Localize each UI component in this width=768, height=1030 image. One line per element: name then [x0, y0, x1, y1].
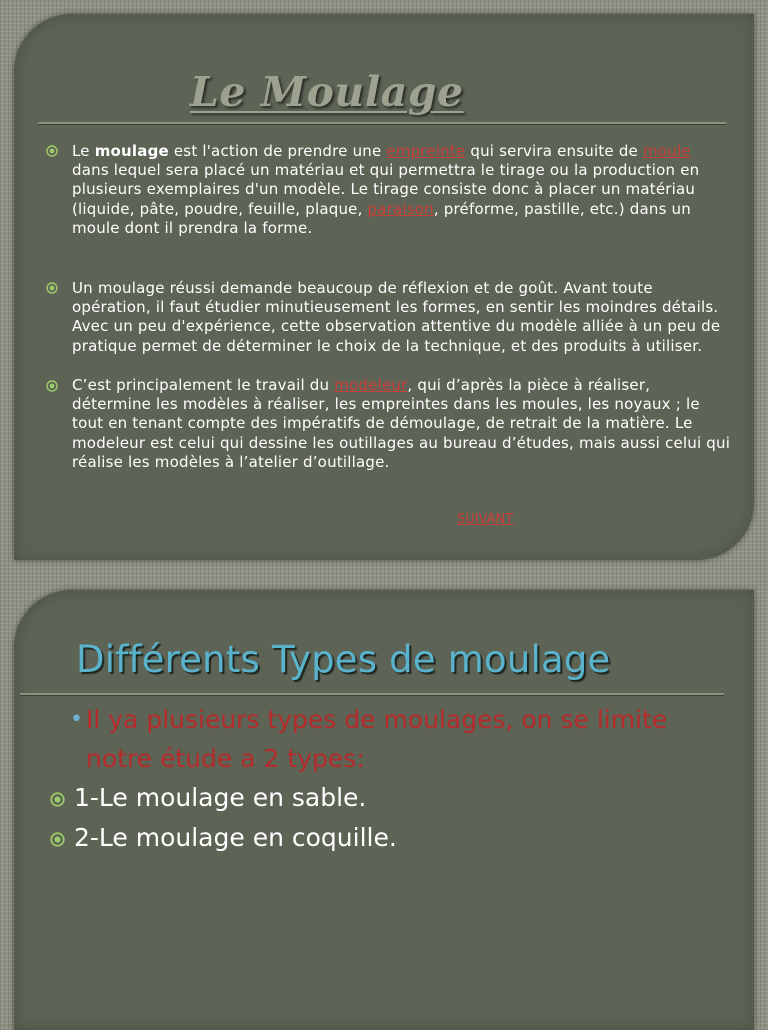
suivant-link[interactable]: SUIVANT: [457, 512, 514, 527]
circle-bullet-icon: [46, 380, 58, 392]
circle-bullet-icon: [50, 792, 65, 807]
circle-bullet-icon: [46, 282, 58, 294]
text: qui servira ensuite de: [465, 142, 643, 160]
text: est l'action de prendre une: [168, 142, 387, 160]
title-divider: [20, 693, 724, 696]
circle-bullet-icon: [50, 832, 65, 847]
text: Le: [72, 142, 95, 160]
bold-term: moulage: [94, 142, 169, 160]
list-item-sable: 1-Le moulage en sable.: [74, 783, 367, 812]
text: dans lequel sera placé un matériau et qui permettra le tirage ou la production en plusieurs exemplaires d'un modèle. Le tirage consiste donc à placer un matériau (liquide, pâte, poudre, feuille, plaque,: [72, 161, 700, 218]
paragraph-modeleur: [72, 376, 732, 472]
link-moule[interactable]: moule: [642, 142, 691, 160]
circle-bullet-icon: [46, 145, 58, 157]
text: , qui d’après la pièce à réaliser, détermine les modèles à réaliser, les empreintes dans les moules, les noyaux ; le tout en tenant compte des impératifs de démoulage, de retrait de la matière. Le modeleur est celui qui dessine les outillages au bureau d’études, mais aussi celui qui réalise les modèles à l’atelier d’outillage.: [72, 376, 731, 471]
slide-types-de-moulage: [14, 590, 754, 1030]
dot-bullet-icon: •: [70, 707, 83, 732]
intro-label: Il ya plusieurs types de moulages, on se limite notre étude a 2 types:: [86, 705, 668, 773]
slide-title: Le Moulage: [190, 68, 464, 116]
list-item-coquille: 2-Le moulage en coquille.: [74, 823, 397, 852]
paragraph-reflexion: Un moulage réussi demande beaucoup de réflexion et de goût. Avant toute opération, il faut étudier minutieusement les formes, en sentir les moindres détails. Avec un peu d'expérience, cette observation attentive du modèle alliée à un peu de pratique permet de déterminer le choix de la technique, et des produits à utiliser.: [72, 279, 721, 355]
intro-text: [70, 700, 726, 778]
link-modeleur[interactable]: modeleur: [334, 376, 408, 394]
slide-title: Différents Types de moulage: [76, 638, 611, 681]
paragraph-definition: [72, 142, 732, 238]
text: C’est principalement le travail du: [72, 376, 335, 394]
text: , préforme, pastille, etc.) dans un moule dont il prendra la forme.: [72, 199, 691, 237]
link-paraison[interactable]: paraison: [367, 199, 434, 218]
title-divider: [38, 122, 726, 125]
slide-le-moulage: [14, 14, 754, 560]
link-empreinte[interactable]: empreinte: [386, 142, 466, 160]
